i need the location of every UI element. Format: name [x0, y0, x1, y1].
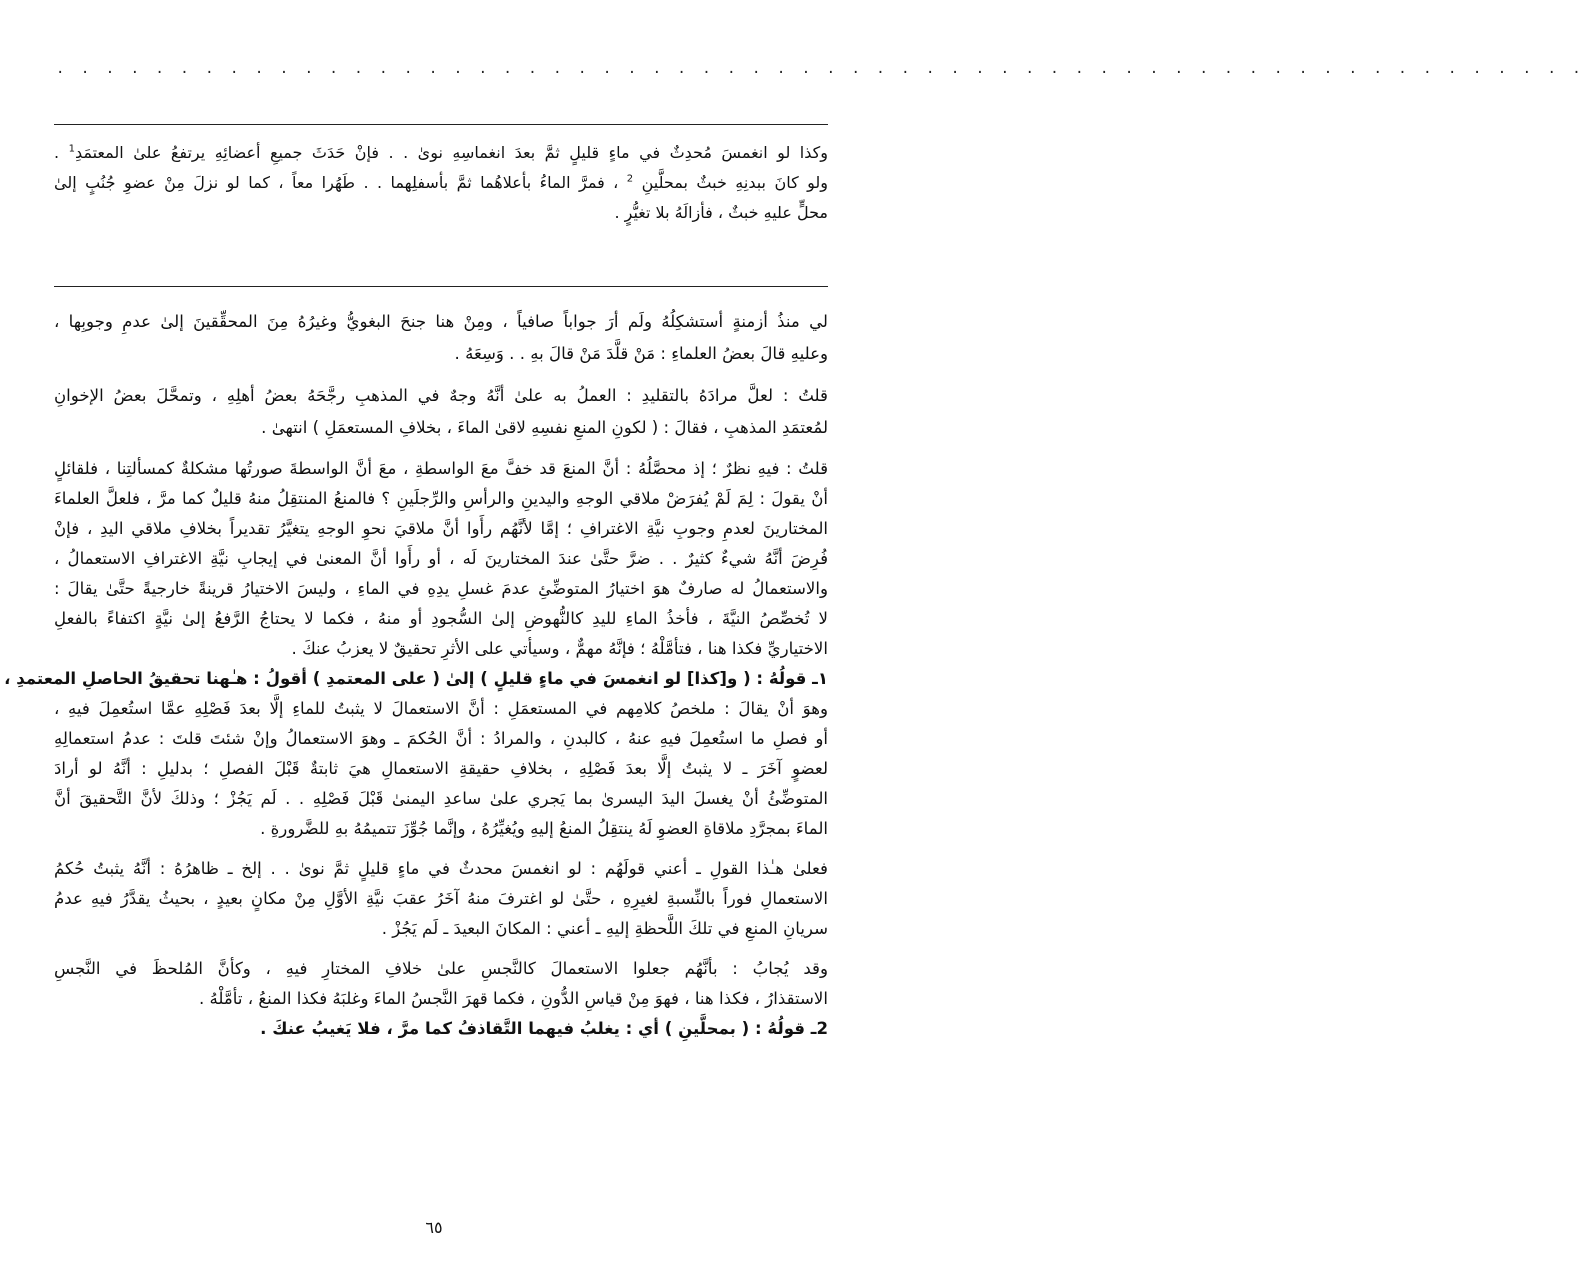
commentary-line: الاختياريِّ فكذا هنا ، فتأمَّلْهُ ؛ فإنَّهُ مهمٌّ ، وسيأتي على الأثرِ تحقيقٌ لا يعزبُ عنكَ . [291, 639, 828, 658]
footnote-mark: 1 [68, 143, 75, 155]
commentary-line: المتوضِّئُ أنْ يغسلَ اليدَ اليسرىٰ بما يَجري علىٰ ساعدِ اليمنىٰ قَبْلَ فَصْلِهِ . . لَم يَجُزْ ؛ وذلكَ لأنَّ التَّحقيقَ أنَّ [54, 789, 828, 808]
commentary-line: الاستعمالِ فوراً بالنِّسبةِ لغيرِهِ ، حتَّىٰ لو اغترفَ منهُ آخَرُ عقبَ نيَّةِ الأوَّلِ مِنْ مكانٍ بعيدٍ ، بحيثُ يقدَّرُ فيهِ عدمُ [54, 889, 828, 908]
commentary-line: فُرِضَ أنَّهُ شيءٌ كثيرٌ . . ضرَّ حتَّىٰ عندَ المختارينَ لَه ، أو رأَوا أنَّ المعنىٰ في إيجابِ نيَّةِ الاغترافِ الاستعمالُ ، [54, 549, 828, 568]
commentary-line: المختارينَ لعدمِ وجوبِ نيَّةِ الاغترافِ ؛ إمَّا لأنَّهُم رأَوا أنَّ ملاقيَ نحوِ الوجهِ يتغيَّرُ تقديراً بخلافِ ملاقي اليدِ ، فإنْ [54, 519, 828, 538]
commentary-line: لي منذُ أزمنةٍ أستشكِلُهُ ولَم أرَ جواباً صافياً ، ومِنْ هنا جنحَ البغويُّ وغيرُهُ مِنَ المحقِّقينَ إلىٰ عدمِ وجوبِها ، [54, 312, 828, 331]
commentary-line: الاستقذارُ ، فكذا هنا ، فهوَ مِنْ قياسِ الدُّونِ ، فكما قهرَ النَّجسُ الماءَ وغلبَهُ فكذا المنعُ ، تأمَّلْهُ . [198, 989, 828, 1008]
dotted-separator: . . . . . . . . . . . . . . . . . . . . . . . . . . . . . . . . . . . . . . . . . . . . . . . . . . . . . . . . . . . . . . [56, 61, 1585, 77]
commentary-line: أنْ يقولَ : لِمَ لَمْ يُفرَضْ ملاقي الوجهِ واليدينِ والرأسِ والرِّجلَينِ ؟ فالمنعُ المنتقِلُ منهُ قليلٌ كما مرَّ ، فلعلَّ العلماءَ [54, 489, 828, 508]
top-rule [54, 124, 828, 125]
commentary-line: والاستعمالُ له صارفٌ هوَ اختيارُ المتوضِّئِ عدمَ غسلِ يدِهِ في الماءِ ، وليسَ الاختيارُ قرينةً خارجيةً حتَّىٰ يقالَ : [54, 579, 828, 598]
commentary-line: لعضوٍ آخَرَ ـ لا يثبتُ إلَّا بعدَ فَصْلِهِ ، بخلافِ حقيقةِ الاستعمالِ هيَ ثابتةٌ قَبْلَ الفصلِ ؛ بدليلِ : أنَّهُ لو أرادَ [54, 759, 828, 778]
commentary-line: ١ـ قولُهُ : ( و[كذا] لو انغمسَ في ماءٍ قليلٍ ) إلىٰ ( على المعتمدِ ) أقولُ : هـٰهنا تحقيقُ الحاصلِ المعتمدِ ، [4, 669, 828, 688]
separator-rule [54, 286, 828, 287]
commentary-line: قلتُ : لعلَّ مرادَهُ بالتقليدِ : العملُ به علىٰ أنَّهُ وجهٌ في المذهبِ رجَّحَهُ بعضُ أهلِهِ ، وتمحَّلَ بعضُ الإخوانِ [54, 386, 828, 405]
footnote-mark: 2 [626, 173, 634, 185]
commentary-line: لمُعتمَدِ المذهبِ ، فقالَ : ( لكونِ المنعِ نفسِهِ لاقىٰ الماءَ ، بخلافِ المستعمَلِ ) انتهىٰ . [261, 418, 828, 437]
commentary-line: وهوَ أنْ يقالَ : ملخصُ كلامِهم في المستعمَلِ : أنَّ الاستعمالَ لا يثبتُ للماءِ إلَّا بعدَ فَصْلِهِ عمَّا استُعمِلَ فيهِ ، [54, 699, 828, 718]
commentary-line: قلتُ : فيهِ نظرٌ ؛ إذ محصَّلُهُ : أنَّ المنعَ قد خفَّ معَ الواسطةِ ، معَ أنَّ الواسطةَ صورتُها مشكلةٌ كمسألتِنا ، فلقائلٍ [54, 459, 828, 478]
commentary-line: وعليهِ قالَ بعضُ العلماءِ : مَنْ قلَّدَ مَنْ قالَ بهِ . . وَسِعَهُ . [454, 344, 828, 363]
main-text-block [54, 138, 828, 228]
book-page [4, 0, 1585, 1271]
commentary-line: الماءَ بمجرَّدِ ملاقاةِ العضوِ لَهُ ينتقِلُ المنعُ إليهِ ويُغيِّرُهُ ، وإنَّما جُوِّزَ تتميمُهُ بهِ للضَّرورةِ . [260, 819, 828, 838]
commentary-block [4, 306, 828, 1044]
page-number: ٦٥ [425, 1218, 443, 1237]
commentary-line: أو فصلِ ما استُعمِلَ فيهِ عنهُ ، كالبدنِ ، والمرادُ : أنَّ الحُكمَ ـ وهوَ الاستعمالُ وإنْ شئتَ قلتَ : عدمُ استعمالِهِ [54, 729, 828, 748]
main-text-line: محلٍّ عليهِ خبثٌ ، فأزالَهُ بلا تغيُّرٍ . [614, 203, 828, 222]
commentary-line: سريانِ المنعِ في تلكَ اللَّحظةِ إليهِ ـ أعني : المكانَ البعيدَ ـ لَم يَجُزْ . [381, 919, 828, 938]
main-text-line: ولو كانَ ببدنِهِ خبثٌ بمحلَّينِ $^2$ ، فمرَّ الماءُ بأعلاهُما ثمَّ بأسفلِهما . . طَهُرا معاً ، كما لو نزلَ مِنْ عضوِ جُنُبٍ إلىٰ [54, 173, 828, 192]
commentary-line: 2ـ قولُهُ : ( بمحلَّينِ ) أي : يغلبُ فيهما التَّقاذفُ كما مرَّ ، فلا يَغيبُ عنكَ . [260, 1019, 828, 1038]
main-text-line: وكذا لو انغمسَ مُحدِثٌ في ماءٍ قليلٍ ثمَّ بعدَ انغماسِهِ نوىٰ . . فإنْ حَدَثَ جميعِ أعضائِهِ يرتفعُ علىٰ المعتمَدِ$^1$ . [54, 143, 828, 162]
commentary-line: فعلىٰ هـٰذا القولِ ـ أعني قولَهُم : لو انغمسَ محدثٌ في ماءٍ قليلٍ ثمَّ نوىٰ . . إلخ ـ ظاهرُهُ : أنَّهُ يثبتُ حُكمُ [54, 859, 828, 878]
commentary-line: لا تُخصِّصُ النيَّةَ ، فأخذُ الماءِ لليدِ كالنُّهوضِ إلىٰ السُّجودِ أو منهُ ، فكما لا يحتاجُ الرَّفعُ إلىٰ نيَّةٍ اكتفاءً بالفعلِ [54, 609, 828, 628]
commentary-line: وقد يُجابُ : بأنَّهُم جعلوا الاستعمالَ كالنَّجسِ علىٰ خلافِ المختارِ فيهِ ، وكأنَّ المُلحظَ في النَّجسِ [54, 959, 828, 978]
